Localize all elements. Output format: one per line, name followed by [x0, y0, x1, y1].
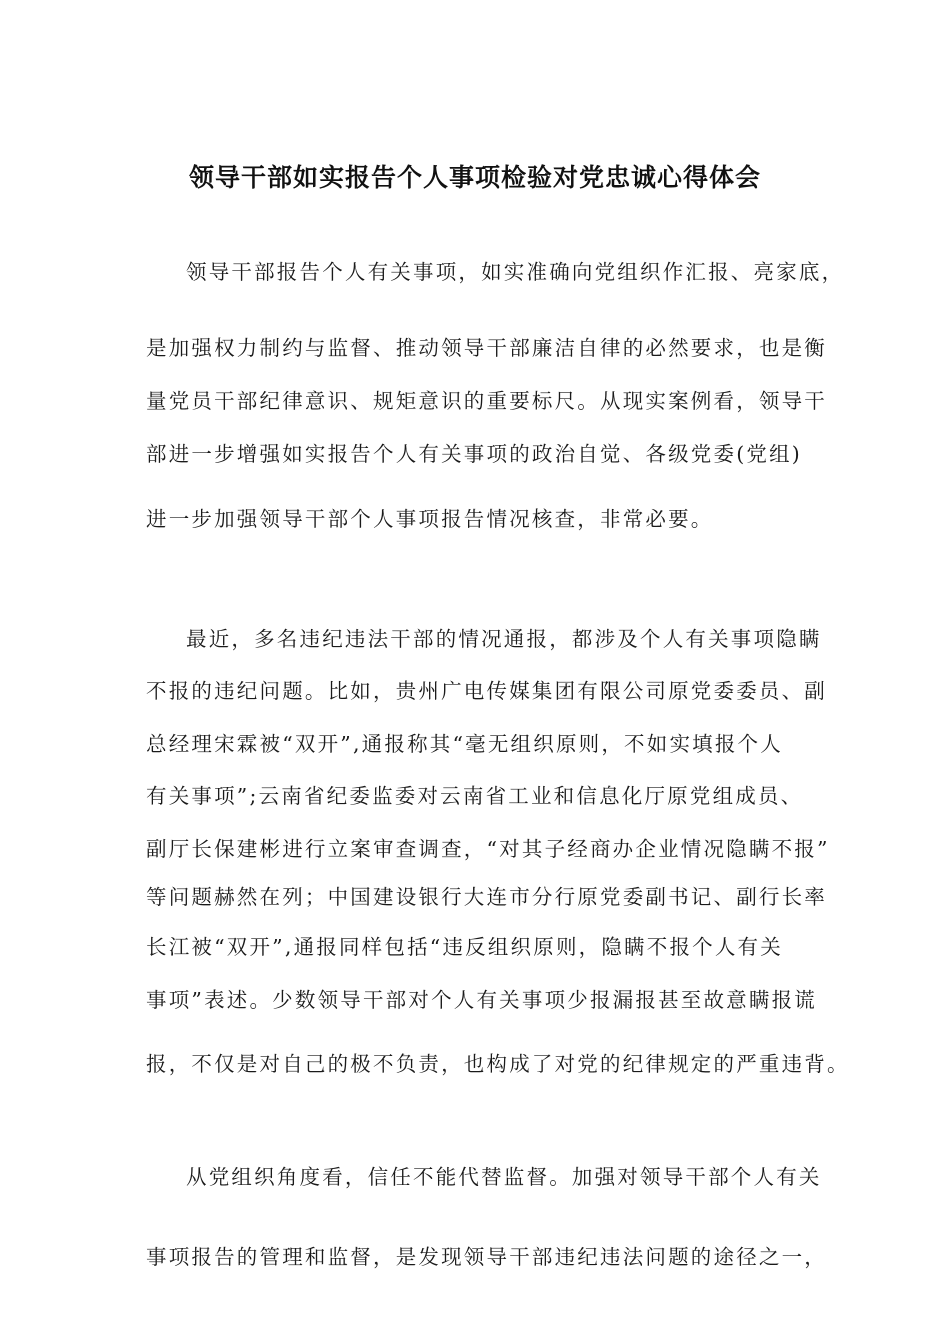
paragraph-1-line-5: 进一步加强领导干部个人事项报告情况核查，非常必要。: [146, 507, 714, 531]
paragraph-1-line-1: 领导干部报告个人有关事项，如实准确向党组织作汇报、亮家底，: [186, 260, 845, 284]
paragraph-2-line-7: 长江被“双开”,通报同样包括“违反组织原则，隐瞒不报个人有关: [146, 935, 783, 959]
paragraph-1-line-4: 部进一步增强如实报告个人有关事项的政治自觉、各级党委(党组): [146, 442, 802, 466]
paragraph-2-line-2: 不报的违纪问题。比如，贵州广电传媒集团有限公司原党委委员、副: [146, 679, 827, 703]
paragraph-3-line-2: 事项报告的管理和监督，是发现领导干部违纪违法问题的途径之一，: [146, 1245, 827, 1269]
paragraph-2-line-9: 报，不仅是对自己的极不负责，也构成了对党的纪律规定的严重违背。: [146, 1052, 850, 1076]
paragraph-2-line-8: 事项”表述。少数领导干部对个人有关事项少报漏报甚至故意瞒报谎: [146, 988, 817, 1012]
paragraph-1-line-2: 是加强权力制约与监督、推动领导干部廉洁自律的必然要求，也是衡: [146, 336, 827, 360]
paragraph-2-line-5: 副厅长保建彬进行立案审查调查，“对其子经商办企业情况隐瞒不报”: [146, 837, 830, 861]
paragraph-3-line-1: 从党组织角度看，信任不能代替监督。加强对领导干部个人有关: [186, 1165, 822, 1189]
paragraph-2-line-6: 等问题赫然在列；中国建设银行大连市分行原党委副书记、副行长率: [146, 885, 827, 909]
paragraph-2-line-4: 有关事项”;云南省纪委监委对云南省工业和信息化厅原党组成员、: [146, 784, 804, 808]
paragraph-2-line-1: 最近，多名违纪违法干部的情况通报，都涉及个人有关事项隐瞒: [186, 627, 822, 651]
paragraph-2-line-3: 总经理宋霖被“双开”,通报称其“毫无组织原则，不如实填报个人: [146, 732, 783, 756]
document-title: 领导干部如实报告个人事项检验对党忠诚心得体会: [188, 163, 761, 192]
paragraph-1-line-3: 量党员干部纪律意识、规矩意识的重要标尺。从现实案例看，领导干: [146, 389, 827, 413]
